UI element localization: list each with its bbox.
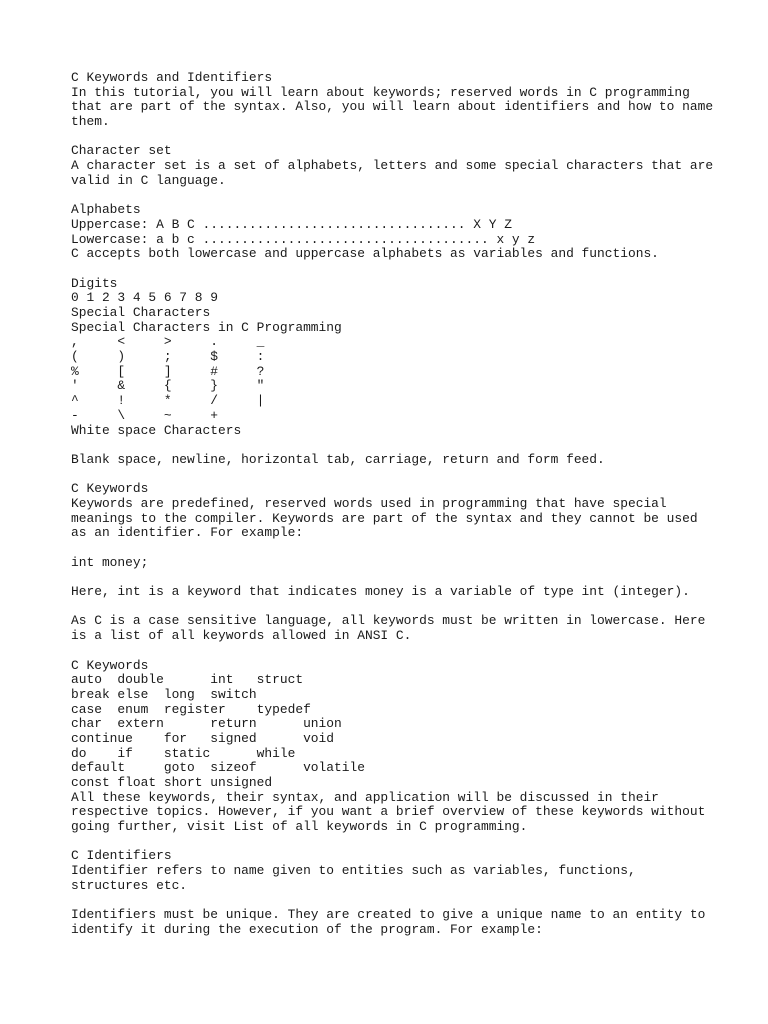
text-line: In this tutorial, you will learn about keywords; reserved words in C programming [71, 84, 690, 100]
text-line: Identifier refers to name given to entities such as variables, functions, [71, 863, 636, 879]
text-line: ' & { } " [71, 378, 265, 394]
text-line: White space Characters [71, 422, 242, 438]
text-line: As C is a case sensitive language, all keywords must be written in lowercase. Here [71, 613, 706, 629]
text-line: auto double int struct [71, 672, 304, 688]
text-line: case enum register typedef [71, 701, 311, 717]
text-line: C accepts both lowercase and uppercase alphabets as variables and functions. [71, 246, 659, 262]
text-line: meanings to the compiler. Keywords are part of the syntax and they cannot be used [71, 510, 698, 526]
text-line: Here, int is a keyword that indicates money is a variable of type int (integer). [71, 584, 690, 600]
text-line: is a list of all keywords allowed in ANSI C. [71, 628, 412, 644]
blank-line [71, 541, 721, 556]
text-line: Special Characters in C Programming [71, 319, 342, 335]
text-line: break else long switch [71, 686, 257, 702]
text-line: identify it during the execution of the program. For example: [71, 921, 543, 937]
text-line: continue for signed void [71, 730, 335, 746]
text-line: ^ ! * / | [71, 393, 265, 409]
text-line: default goto sizeof volatile [71, 760, 365, 776]
blank-line [71, 262, 721, 277]
text-line: respective topics. However, if you want a brief overview of these keywords without [71, 804, 706, 820]
text-line: Blank space, newline, horizontal tab, carriage, return and form feed. [71, 451, 605, 467]
text-line: that are part of the syntax. Also, you will learn about identifiers and how to name [71, 99, 714, 115]
text-line: All these keywords, their syntax, and application will be discussed in their [71, 789, 659, 805]
text-line: valid in C language. [71, 172, 226, 188]
text-line: C Keywords [71, 657, 149, 673]
text-line: C Keywords and Identifiers [71, 70, 273, 85]
text-line: as an identifier. For example: [71, 525, 304, 541]
text-line: char extern return union [71, 716, 342, 732]
text-line: structures etc. [71, 877, 188, 893]
blank-line [71, 570, 721, 585]
blank-line [71, 894, 721, 909]
text-line: Identifiers must be unique. They are created to give a unique name to an entity to [71, 907, 706, 923]
text-line: Keywords are predefined, reserved words used in programming that have special [71, 495, 667, 511]
blank-line [71, 644, 721, 659]
text-line: them. [71, 114, 110, 130]
text-line: 0 1 2 3 4 5 6 7 8 9 [71, 290, 218, 306]
text-line: , < > . _ [71, 334, 265, 350]
blank-line [71, 835, 721, 850]
blank-line [71, 468, 721, 483]
text-line: do if static while [71, 745, 296, 761]
text-line: Character set [71, 143, 172, 159]
text-line: Digits [71, 275, 118, 291]
text-line: ( ) ; $ : [71, 349, 265, 365]
text-line: Alphabets [71, 202, 141, 218]
text-line: C Identifiers [71, 848, 172, 864]
text-line: int money; [71, 554, 149, 570]
text-line: Lowercase: a b c ..................................... x y z [71, 231, 536, 247]
text-line: going further, visit List of all keywords in C programming. [71, 819, 528, 835]
text-line: - \ ~ + [71, 407, 218, 423]
text-line: C Keywords [71, 481, 149, 497]
blank-line [71, 130, 721, 145]
text-line: Special Characters [71, 305, 211, 320]
blank-line [71, 600, 721, 615]
text-line: A character set is a set of alphabets, letters and some special characters that are [71, 158, 714, 174]
text-line: % [ ] # ? [71, 363, 265, 379]
document-body [71, 71, 721, 938]
text-line: Uppercase: A B C .................................. X Y Z [71, 216, 512, 232]
text-line: const float short unsigned [71, 775, 273, 790]
blank-line [71, 189, 721, 204]
blank-line [71, 438, 721, 453]
